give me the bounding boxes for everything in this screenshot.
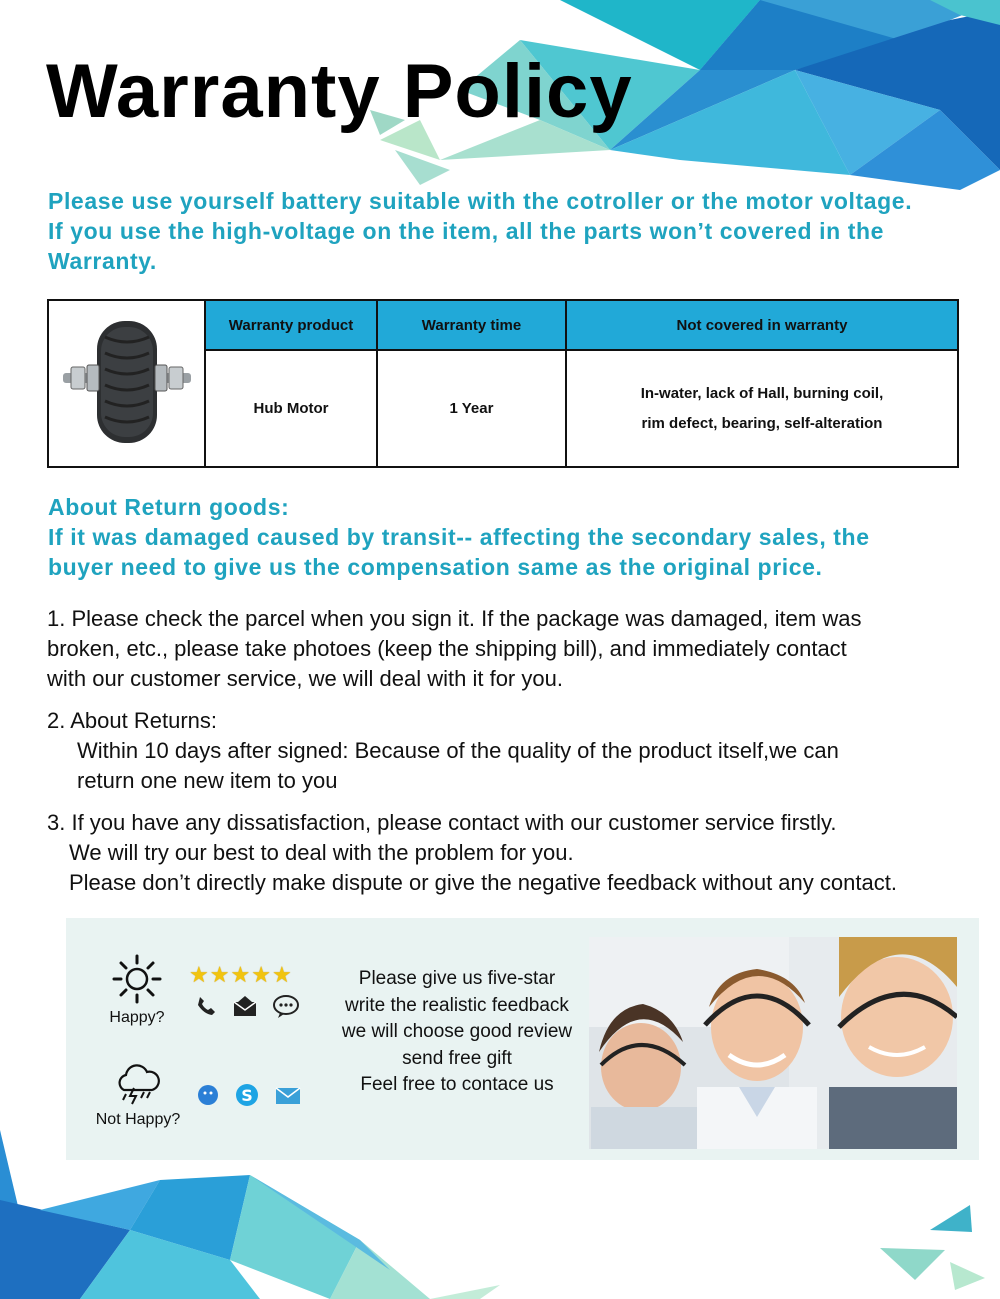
feedback-panel [66, 918, 979, 1160]
skype-icon[interactable] [234, 1082, 260, 1108]
header-not-covered: Not covered in warranty [566, 300, 958, 350]
returns-heading: About Return goods: [48, 494, 290, 520]
star-icon: ★ [209, 962, 230, 987]
mail-icon[interactable] [274, 1082, 302, 1106]
policy-line: return one new item to you [77, 768, 338, 793]
cell-not-covered [566, 350, 958, 467]
contact-icons-unhappy [196, 1082, 302, 1108]
policy-line: Please don’t directly make dispute or give the negative feedback without any contact. [69, 870, 897, 895]
feedback-line: send free gift [402, 1047, 512, 1069]
page-title: Warranty Policy [46, 49, 633, 134]
policy-line: We will try our best to deal with the problem for you. [69, 840, 574, 865]
header-warranty-product: Warranty product [205, 300, 377, 350]
warranty-table [47, 299, 959, 468]
svg-text:S: S [241, 1086, 253, 1105]
feedback-line: we will choose good review [341, 1021, 573, 1042]
header-warranty-time: Warranty time [377, 300, 566, 350]
notice-line: Please use yourself battery suitable with the cotroller or the motor voltage. [48, 188, 913, 214]
notice-line: If you use the high-voltage on the item, all the parts won’t covered in the [48, 218, 885, 244]
product-image-cell [48, 300, 205, 467]
email-icon[interactable] [232, 994, 258, 1018]
policy-line: 3. If you have any dissatisfaction, please contact with our customer service firstly. [47, 810, 837, 835]
policy-line: 2. About Returns: [47, 708, 217, 733]
notice-line: Warranty. [48, 248, 157, 274]
policy-item-2 [47, 706, 992, 796]
not-covered-line: rim defect, bearing, self-alteration [641, 414, 883, 432]
policy-item-1 [47, 604, 992, 694]
not-covered-line: In-water, lack of Hall, burning coil, [640, 384, 884, 402]
feedback-line: Feel free to contace us [360, 1074, 554, 1095]
contact-icons-happy [194, 994, 300, 1018]
customer-service-agents-image [589, 937, 957, 1149]
policy-line: broken, etc., please take photoes (keep the shipping bill), and immediately contact [47, 636, 847, 661]
hub-motor-wheel-image [57, 307, 197, 457]
happy-label: Happy? [109, 1009, 165, 1026]
not-happy-label: Not Happy? [95, 1111, 181, 1128]
star-icon: ★ [189, 962, 209, 987]
feedback-line: write the realistic feedback [345, 994, 569, 1016]
messenger-icon[interactable] [196, 1082, 220, 1106]
customer-service-photo [589, 937, 957, 1149]
policy-item-3 [47, 808, 992, 898]
cell-time: 1 Year [377, 350, 566, 467]
star-icon: ★ [230, 962, 251, 987]
battery-voltage-notice [48, 186, 968, 276]
returns-line: If it was damaged caused by transit-- affecting the secondary sales, the [48, 524, 870, 550]
star-icon: ★ [251, 962, 271, 987]
feedback-line: Please give us five-star [358, 968, 556, 989]
policy-line: 1. Please check the parcel when you sign it. If the package was damaged, item was [47, 606, 862, 631]
policy-list [47, 604, 992, 910]
returns-line: buyer need to give us the compensation same as the original price. [48, 554, 823, 580]
policy-line: with our customer service, we will deal with it for you. [47, 666, 563, 691]
storm-cloud-icon [112, 1062, 164, 1106]
phone-icon[interactable] [194, 994, 218, 1018]
return-goods-notice [48, 492, 978, 582]
cell-product: Hub Motor [205, 350, 377, 467]
happy-block [102, 954, 172, 1027]
chat-icon[interactable] [272, 994, 300, 1018]
policy-line: Within 10 days after signed: Because of the quality of the product itself,we can [77, 738, 839, 763]
five-star-rating [189, 962, 293, 988]
feedback-message [322, 966, 592, 1099]
not-happy-block [90, 1062, 186, 1129]
star-icon: ★ [271, 962, 292, 987]
sun-icon [111, 954, 163, 1004]
